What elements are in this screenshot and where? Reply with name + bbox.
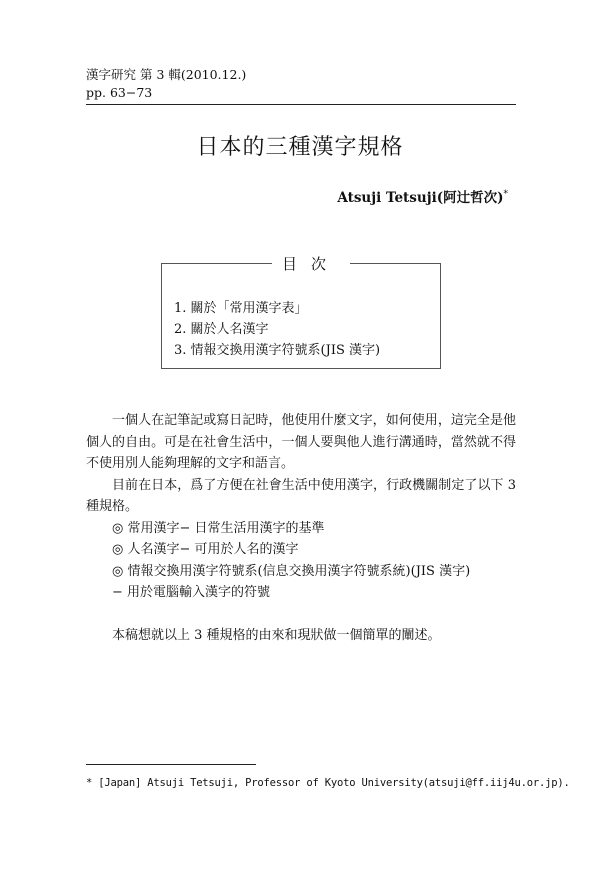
- paragraph-standards: 目前在日本，爲了方便在社會生活中使用漢字，行政機關制定了以下 3 種規格。: [86, 477, 516, 514]
- paragraph-intro: 一個人在記筆記或寫日記時，他使用什麼文字，如何使用，這完全是他個人的自由。可是在社會生活中，一個人要與他人進行溝通時，當然就不得不使用別人能夠理解的文字和語言。: [86, 413, 516, 471]
- bullet-jis-kanji: ◎ 情報交換用漢字符號系(信息交換用漢字符號系統)(JIS 漢字): [112, 563, 471, 579]
- paper-title: 日本的三種漢字規格: [196, 135, 404, 160]
- journal-info: 漢字研究 第 3 輯(2010.12.): [86, 67, 247, 82]
- header-rule: [86, 104, 516, 105]
- running-header: [86, 66, 516, 102]
- paragraph-scope: 本稿想就以上 3 種規格的由來和現狀做一個簡單的闡述。: [112, 627, 441, 643]
- author-footnote: * [Japan] Atsuji Tetsuji, Professor of Kyoto University(atsuji@ff.iij4u.or.jp).: [86, 777, 570, 789]
- bullet-jinmei-kanji: ◎ 人名漢字− 可用於人名的漢字: [112, 542, 299, 557]
- author-footnote-mark: *: [503, 189, 508, 200]
- paragraph-spacer: [86, 604, 516, 625]
- toc-item: 3. 情報交換用漢字符號系(JIS 漢字): [174, 343, 381, 358]
- toc-title: 目次: [272, 253, 350, 274]
- page-range: pp. 63−73: [86, 85, 153, 100]
- bullet-joyo-kanji: ◎ 常用漢字− 日常生活用漢字的基準: [112, 520, 325, 536]
- table-of-contents: [161, 255, 441, 369]
- author-line: [337, 186, 508, 206]
- body-text: [86, 410, 516, 646]
- footnote-rule: [86, 764, 256, 765]
- toc-item: 2. 關於人名漢字: [174, 322, 269, 337]
- bullet-jis-note: − 用於電腦輸入漢字的符號: [112, 585, 271, 600]
- toc-list: [174, 298, 380, 361]
- author-name: Atsuji Tetsuji(阿辻哲次): [337, 190, 504, 206]
- toc-item: 1. 關於「常用漢字表」: [174, 301, 308, 316]
